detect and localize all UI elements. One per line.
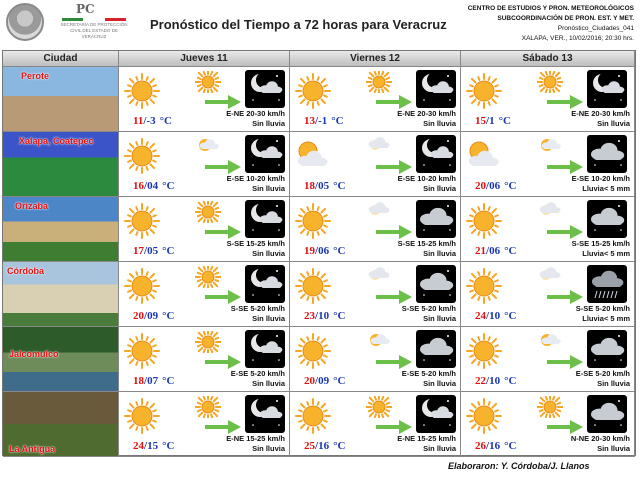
wind-rain-info — [226, 434, 285, 454]
temp-unit: °C — [333, 180, 346, 192]
arrow-right-icon — [376, 160, 412, 174]
cloudy-night-icon — [416, 330, 456, 368]
moon-partly-cloudy-icon — [245, 395, 285, 433]
sun-icon — [366, 71, 392, 93]
forecast-row-cordoba — [3, 262, 635, 327]
city-name: Córdoba — [7, 266, 44, 276]
issue-datetime: XALAPA, VER., 10/02/2016; 20:30 hrs. — [521, 35, 634, 42]
min-temp: 10 — [318, 310, 330, 322]
day-header-3: Sábado 13 — [461, 51, 635, 67]
min-temp: 09 — [318, 375, 330, 387]
forecast-row-la-antigua — [3, 392, 635, 457]
city-cell — [3, 197, 119, 262]
rain-text: Lluvia< 5 mm — [582, 184, 630, 193]
forecast-cell — [119, 197, 290, 262]
sun-cloud-icon — [294, 137, 332, 175]
temp-unit: °C — [333, 375, 346, 387]
sun-icon — [123, 332, 161, 370]
institution-block — [394, 4, 634, 44]
city-name: La Antigua — [9, 444, 56, 454]
forecast-cell — [290, 392, 461, 457]
pc-logo-bar — [62, 18, 126, 21]
forecast-row-xalapa-coatepec — [3, 132, 635, 197]
rain-text: Sin lluvia — [597, 379, 630, 388]
cloudy-night-icon — [587, 135, 627, 173]
rain-text: Sin lluvia — [423, 314, 456, 323]
temperature: 20/09 °C — [304, 375, 346, 387]
max-temp: 13 — [304, 115, 315, 127]
sun-cloud-icon — [537, 331, 563, 353]
wind-text: E-NE 15-25 km/h — [397, 434, 456, 443]
wind-rain-info — [398, 239, 456, 259]
city-cell — [3, 327, 119, 392]
temp-unit: °C — [498, 115, 511, 127]
cloudy-night-icon — [416, 265, 456, 303]
temperature: 23/10 °C — [304, 310, 346, 322]
min-temp: 05 — [147, 245, 159, 257]
rain-text: Sin lluvia — [423, 119, 456, 128]
sun-icon — [123, 267, 161, 305]
wind-text: E-SE 5-20 km/h — [230, 369, 285, 378]
max-temp: 21 — [475, 245, 486, 257]
max-temp: 24 — [475, 310, 486, 322]
sun-icon — [465, 397, 503, 435]
sun-icon — [123, 72, 161, 110]
rain-text: Sin lluvia — [597, 119, 630, 128]
arrow-right-icon — [547, 160, 583, 174]
temp-unit: °C — [504, 245, 517, 257]
credits-footer: Elaboraron: Y. Córdoba/J. Llanos — [448, 461, 590, 471]
sun-icon — [294, 267, 332, 305]
temp-unit: °C — [333, 440, 346, 452]
max-temp: 18 — [133, 375, 144, 387]
min-temp: 10 — [489, 310, 501, 322]
sun-icon — [465, 72, 503, 110]
wind-rain-info — [226, 109, 285, 129]
cloudy-night-icon — [587, 395, 627, 433]
rain-text: Sin lluvia — [252, 119, 285, 128]
wind-text: S-SE 15-25 km/h — [397, 239, 456, 248]
forecast-table — [2, 50, 636, 456]
arrow-right-icon — [376, 355, 412, 369]
arrow-right-icon — [547, 420, 583, 434]
wind-rain-info — [402, 369, 456, 389]
sun-icon — [123, 137, 161, 175]
arrow-right-icon — [376, 225, 412, 239]
sun-icon — [195, 331, 221, 353]
sun-icon — [294, 397, 332, 435]
city-cell — [3, 132, 119, 197]
forecast-cell — [461, 392, 635, 457]
city-name: Perote — [21, 71, 50, 81]
cloud-icon — [366, 136, 392, 158]
moon-partly-cloudy-icon — [245, 70, 285, 108]
max-temp: 11 — [133, 115, 144, 127]
rain-text: Sin lluvia — [252, 444, 285, 453]
sun-icon — [465, 267, 503, 305]
sun-cloud-icon — [465, 137, 503, 175]
moon-partly-cloudy-icon — [416, 395, 456, 433]
temperature: 15/1 °C — [475, 115, 511, 127]
pc-logo-text: PC — [76, 2, 95, 16]
forecast-cell — [119, 392, 290, 457]
forecast-cell — [119, 132, 290, 197]
min-temp: 06 — [318, 245, 330, 257]
subcoordination-name: SUBCOORDINACIÓN DE PRON. EST. Y MET. — [497, 15, 634, 22]
max-temp: 15 — [475, 115, 486, 127]
temperature: 16/04 °C — [133, 180, 175, 192]
temperature: 18/07 °C — [133, 375, 175, 387]
temp-unit: °C — [162, 375, 175, 387]
max-temp: 24 — [133, 440, 144, 452]
arrow-right-icon — [205, 290, 241, 304]
temperature: 17/05 °C — [133, 245, 175, 257]
sun-icon — [537, 396, 563, 418]
temp-unit: °C — [162, 245, 175, 257]
wind-rain-info — [231, 304, 285, 324]
page-header — [0, 0, 640, 50]
page-title: Pronóstico del Tiempo a 72 horas para Veracruz — [150, 17, 447, 32]
cloudy-night-icon — [416, 200, 456, 238]
wind-rain-info — [397, 434, 456, 454]
rain-text: Sin lluvia — [252, 314, 285, 323]
cloud-icon — [537, 266, 563, 288]
moon-partly-cloudy-icon — [245, 135, 285, 173]
forecast-cell — [290, 262, 461, 327]
rain-text: Sin lluvia — [252, 184, 285, 193]
temp-unit: °C — [504, 440, 517, 452]
city-name: Xalapa, Coatepec — [19, 136, 94, 146]
wind-rain-info — [571, 109, 630, 129]
forecast-row-jalcomulco — [3, 327, 635, 392]
max-temp: 20 — [475, 180, 486, 192]
temperature: 11/-3 °C — [133, 115, 172, 127]
wind-text: E-NE 20-30 km/h — [397, 109, 456, 118]
max-temp: 17 — [133, 245, 144, 257]
wind-rain-info — [227, 239, 285, 259]
wind-text: S-SE 15-25 km/h — [226, 239, 285, 248]
sun-icon — [195, 201, 221, 223]
min-temp: 07 — [147, 375, 159, 387]
temp-unit: °C — [331, 115, 344, 127]
moon-partly-cloudy-icon — [245, 200, 285, 238]
wind-rain-info — [398, 174, 456, 194]
max-temp: 22 — [475, 375, 486, 387]
temp-unit: °C — [333, 245, 346, 257]
wind-rain-info — [227, 174, 285, 194]
temperature: 19/06 °C — [304, 245, 346, 257]
rain-text: Sin lluvia — [423, 379, 456, 388]
city-cell — [3, 392, 119, 457]
sun-icon — [195, 71, 221, 93]
city-photo — [3, 327, 118, 391]
temperature: 20/09 °C — [133, 310, 175, 322]
forecast-cell — [119, 327, 290, 392]
wind-rain-info — [571, 434, 630, 454]
forecast-cell — [290, 132, 461, 197]
city-name: Orizaba — [15, 201, 49, 211]
sun-icon — [294, 332, 332, 370]
forecast-cell — [290, 327, 461, 392]
city-column-header: Ciudad — [3, 51, 119, 67]
temperature: 25/16 °C — [304, 440, 346, 452]
wind-text: E-SE 10-20 km/h — [397, 174, 456, 183]
city-cell — [3, 262, 119, 327]
rain-text: Sin lluvia — [423, 249, 456, 258]
max-temp: 19 — [304, 245, 315, 257]
temp-unit: °C — [159, 115, 172, 127]
wind-text: E-NE 20-30 km/h — [226, 109, 285, 118]
wind-text: N-NE 20-30 km/h — [570, 434, 630, 443]
arrow-right-icon — [547, 225, 583, 239]
wind-rain-info — [231, 369, 285, 389]
arrow-right-icon — [205, 420, 241, 434]
max-temp: 18 — [304, 180, 315, 192]
wind-text: E-SE 10-20 km/h — [571, 174, 630, 183]
sun-icon — [465, 202, 503, 240]
moon-partly-cloudy-icon — [416, 70, 456, 108]
wind-text: S-SE 5-20 km/h — [575, 304, 630, 313]
max-temp: 23 — [304, 310, 315, 322]
wind-rain-info — [397, 109, 456, 129]
min-temp: 06 — [489, 180, 501, 192]
cloudy-night-icon — [587, 330, 627, 368]
arrow-right-icon — [376, 420, 412, 434]
max-temp: 25 — [304, 440, 315, 452]
sun-icon — [465, 332, 503, 370]
min-temp: 16 — [318, 440, 330, 452]
temp-unit: °C — [162, 180, 175, 192]
wind-text: E-SE 5-20 km/h — [575, 369, 630, 378]
max-temp: 16 — [133, 180, 144, 192]
rain-text: Sin lluvia — [423, 184, 456, 193]
moon-partly-cloudy-icon — [416, 135, 456, 173]
day-header-1: Jueves 11 — [119, 51, 290, 67]
rain-text: Sin lluvia — [252, 379, 285, 388]
wind-text: E-SE 5-20 km/h — [401, 369, 456, 378]
arrow-right-icon — [376, 95, 412, 109]
temperature: 24/15 °C — [133, 440, 175, 452]
temperature: 21/06 °C — [475, 245, 517, 257]
cloudy-night-icon — [587, 200, 627, 238]
sun-icon — [294, 202, 332, 240]
forecast-row-orizaba — [3, 197, 635, 262]
min-temp: 05 — [318, 180, 330, 192]
institution-name: CENTRO DE ESTUDIOS Y PRON. METEOROLÓGICOS — [467, 5, 634, 12]
temperature: 13/-1 °C — [304, 115, 344, 127]
max-temp: 20 — [304, 375, 315, 387]
cloud-icon — [366, 201, 392, 223]
moon-partly-cloudy-icon — [587, 70, 627, 108]
city-cell — [3, 67, 119, 132]
temp-unit: °C — [162, 440, 175, 452]
arrow-right-icon — [547, 290, 583, 304]
product-code: Pronóstico_Ciudades_041 — [557, 25, 634, 32]
min-temp: 04 — [147, 180, 159, 192]
city-name: Jalcomulco — [9, 349, 59, 359]
wind-rain-info — [402, 304, 456, 324]
cloud-icon — [366, 266, 392, 288]
wind-rain-info — [572, 174, 630, 194]
sun-icon — [195, 396, 221, 418]
sun-icon — [123, 397, 161, 435]
forecast-cell — [290, 67, 461, 132]
wind-text: E-NE 20-30 km/h — [571, 109, 630, 118]
state-seal-logo — [6, 3, 44, 41]
sun-icon — [537, 71, 563, 93]
arrow-right-icon — [547, 355, 583, 369]
min-temp: 15 — [147, 440, 159, 452]
forecast-cell — [119, 262, 290, 327]
arrow-right-icon — [205, 355, 241, 369]
cloud-icon — [537, 201, 563, 223]
min-temp: 09 — [147, 310, 159, 322]
arrow-right-icon — [205, 160, 241, 174]
temp-unit: °C — [504, 310, 517, 322]
rain-text: Lluvia< 5 mm — [582, 249, 630, 258]
min-temp: 16 — [489, 440, 501, 452]
temperature: 18/05 °C — [304, 180, 346, 192]
sun-icon — [123, 202, 161, 240]
sun-icon — [294, 72, 332, 110]
min-temp: -3 — [146, 115, 156, 127]
wind-text: S-SE 5-20 km/h — [230, 304, 285, 313]
forecast-cell — [461, 132, 635, 197]
rain-text: Sin lluvia — [252, 249, 285, 258]
rain-text: Sin lluvia — [423, 444, 456, 453]
rain-night-icon — [587, 265, 627, 303]
day-header-2: Viernes 12 — [290, 51, 461, 67]
forecast-cell — [461, 197, 635, 262]
max-temp: 26 — [475, 440, 486, 452]
min-temp: 1 — [489, 115, 495, 127]
table-header-row — [3, 51, 635, 67]
sun-icon — [366, 396, 392, 418]
sun-icon — [195, 266, 221, 288]
forecast-cell — [290, 197, 461, 262]
min-temp: 10 — [489, 375, 501, 387]
forecast-cell — [461, 262, 635, 327]
temperature: 26/16 °C — [475, 440, 517, 452]
sun-cloud-icon — [537, 136, 563, 158]
arrow-right-icon — [376, 290, 412, 304]
rain-text: Lluvia< 5 mm — [582, 314, 630, 323]
temp-unit: °C — [333, 310, 346, 322]
min-temp: 06 — [489, 245, 501, 257]
wind-text: E-SE 10-20 km/h — [226, 174, 285, 183]
sun-cloud-icon — [366, 331, 392, 353]
temp-unit: °C — [504, 180, 517, 192]
max-temp: 20 — [133, 310, 144, 322]
temp-unit: °C — [504, 375, 517, 387]
wind-text: S-SE 5-20 km/h — [401, 304, 456, 313]
min-temp: -1 — [318, 115, 328, 127]
arrow-right-icon — [205, 225, 241, 239]
temperature: 22/10 °C — [475, 375, 517, 387]
rain-text: Sin lluvia — [597, 444, 630, 453]
wind-text: E-NE 15-25 km/h — [226, 434, 285, 443]
wind-rain-info — [572, 239, 630, 259]
forecast-cell — [461, 67, 635, 132]
arrow-right-icon — [205, 95, 241, 109]
wind-rain-info — [576, 304, 630, 324]
moon-partly-cloudy-icon — [245, 330, 285, 368]
forecast-cell — [461, 327, 635, 392]
sun-cloud-icon — [195, 136, 221, 158]
temperature: 24/10 °C — [475, 310, 517, 322]
temperature: 20/06 °C — [475, 180, 517, 192]
temp-unit: °C — [162, 310, 175, 322]
forecast-row-perote — [3, 67, 635, 132]
wind-rain-info — [576, 369, 630, 389]
forecast-cell — [119, 67, 290, 132]
wind-text: S-SE 15-25 km/h — [571, 239, 630, 248]
pc-logo-subtitle: SECRETARÍA DE PROTECCIÓN CIVIL DEL ESTADO DE VERACRUZ — [60, 22, 128, 39]
moon-partly-cloudy-icon — [245, 265, 285, 303]
arrow-right-icon — [547, 95, 583, 109]
